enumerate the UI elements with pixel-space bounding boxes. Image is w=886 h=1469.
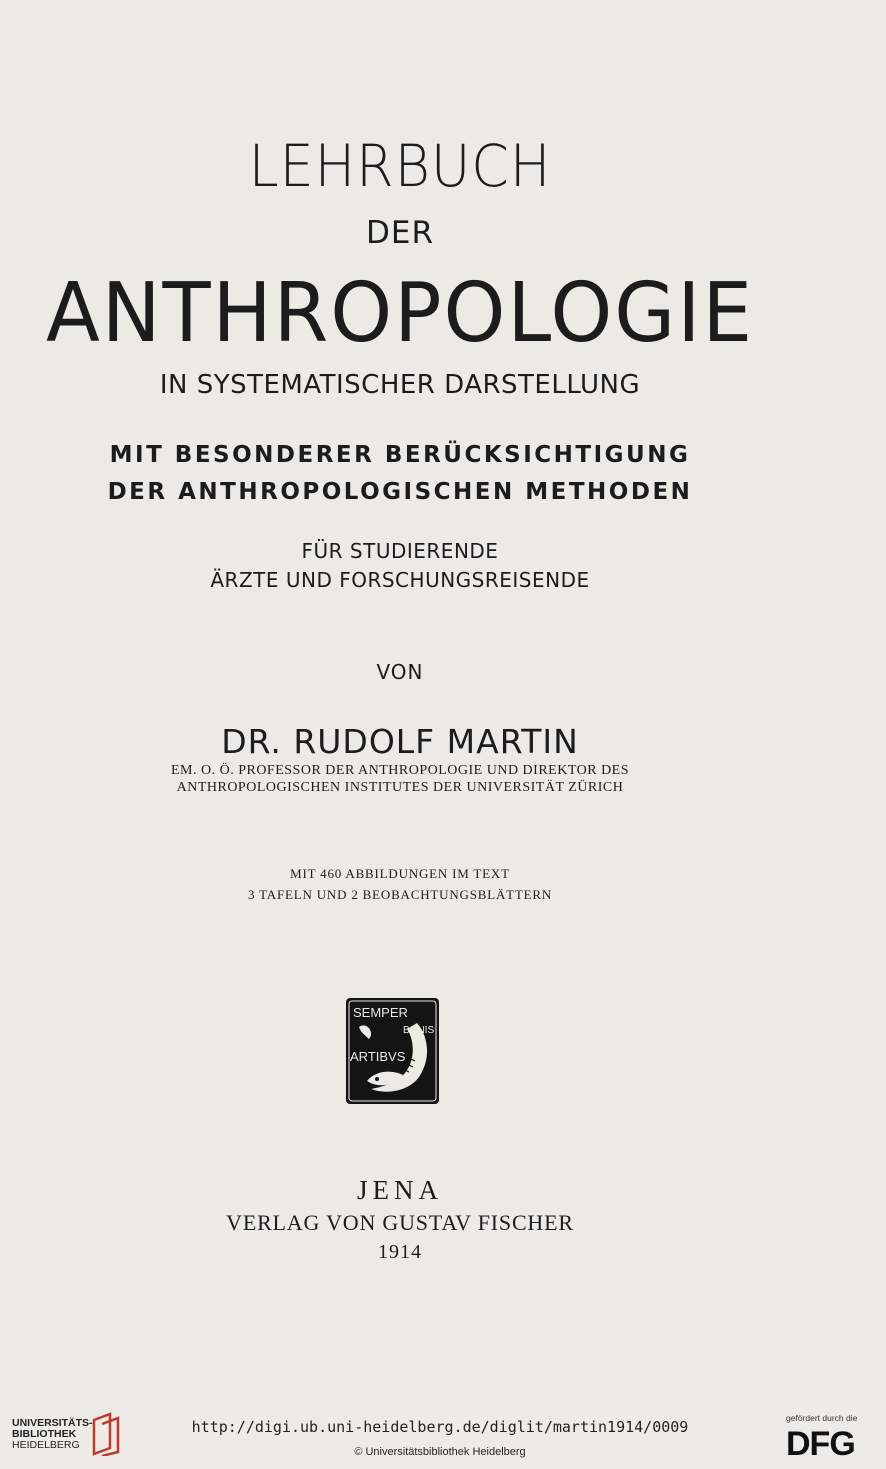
dfg-logo: DFG <box>786 1425 855 1463</box>
illustrations-line-1: MIT 460 ABBILDUNGEN IM TEXT <box>290 866 510 881</box>
motto-line-2: BONIS <box>403 1025 435 1036</box>
emphasis-line-2: DER ANTHROPOLOGISCHEN METHODEN <box>107 479 693 505</box>
motto-line-3: ARTIBVS <box>350 1049 406 1064</box>
library-name-line-2: BIBLIOTHEK <box>12 1428 77 1440</box>
motto-line-1: SEMPER <box>353 1005 408 1020</box>
library-name-line-3: HEIDELBERG <box>12 1439 80 1451</box>
library-logo-icon <box>88 1412 124 1456</box>
audience-line-1: FÜR STUDIERENDE <box>301 539 499 563</box>
publisher: VERLAG VON GUSTAV FISCHER <box>226 1210 574 1235</box>
title-line-3: ANTHROPOLOGIE <box>45 266 755 361</box>
author-title-line-1: EM. O. Ö. PROFESSOR DER ANTHROPOLOGIE UND DIREKTOR DES <box>170 763 630 778</box>
year: 1914 <box>378 1241 422 1263</box>
library-name-line-1: UNIVERSITÄTS- <box>12 1417 93 1429</box>
source-url-link[interactable]: http://digi.ub.uni-heidelberg.de/diglit/martin1914/0009 <box>191 1418 689 1436</box>
illustrations-line-2: 3 TAFELN UND 2 BEOBACHTUNGSBLÄTTERN <box>247 887 553 902</box>
copyright-notice: © Universitätsbibliothek Heidelberg <box>354 1446 526 1458</box>
place: JENA <box>357 1175 443 1205</box>
author-name: DR. RUDOLF MARTIN <box>221 722 579 761</box>
author-title-line-2: ANTHROPOLOGISCHEN INSTITUTES DER UNIVERSITÄT ZÜRICH <box>176 780 624 795</box>
title-line-2: DER <box>366 215 434 251</box>
emphasis-line-1: MIT BESONDERER BERÜCKSICHTIGUNG <box>109 442 691 468</box>
funding-caption: gefördert durch die <box>786 1413 858 1423</box>
title-line-1: LEHRBUCH <box>248 132 552 200</box>
subtitle: IN SYSTEMATISCHER DARSTELLUNG <box>159 370 641 400</box>
printer-mark <box>345 997 440 1105</box>
by-line: VON <box>376 660 424 684</box>
footer-bar <box>0 1405 886 1469</box>
audience-line-2: ÄRZTE UND FORSCHUNGSREISENDE <box>210 568 590 592</box>
